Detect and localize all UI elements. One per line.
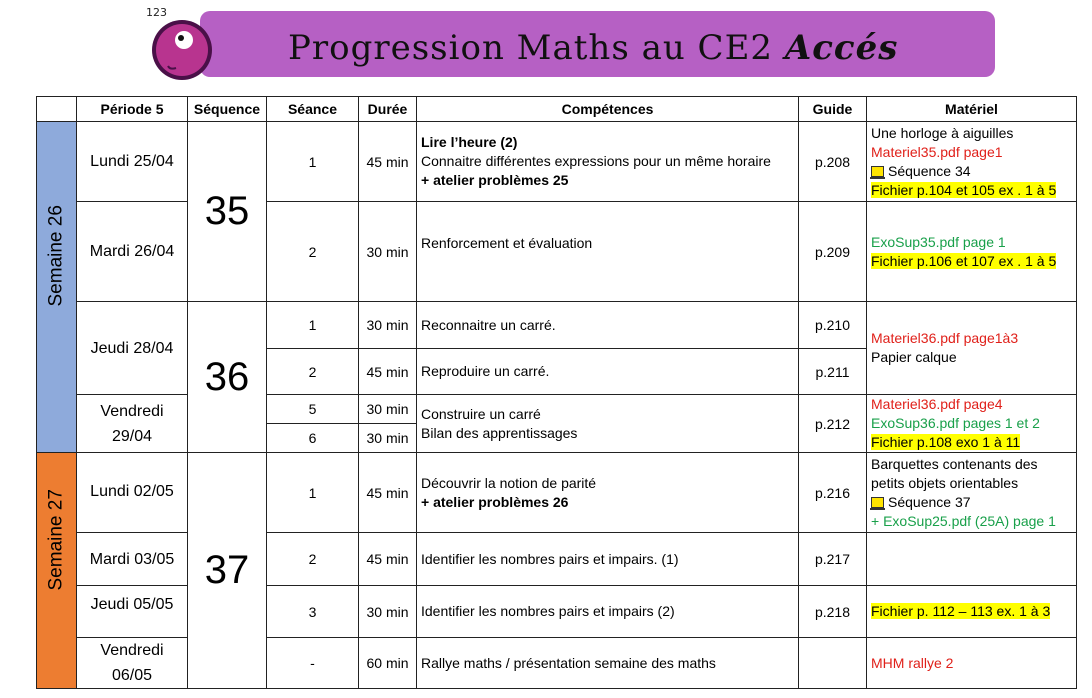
competence-cell: Identifier les nombres pairs et impairs. (1)	[417, 533, 799, 586]
guide-cell: p.216	[799, 453, 867, 533]
seance-cell: 1	[267, 453, 359, 533]
day-cell: Vendredi 29/04	[77, 395, 188, 453]
page-title: Progression Maths au CE2 Accés	[288, 28, 899, 68]
week-27-cell	[37, 453, 77, 689]
materiel-link[interactable]: ExoSup25.pdf (25A) page 1	[883, 512, 1056, 529]
table-row	[37, 453, 1077, 533]
materiel-item: Papier calque	[871, 349, 957, 365]
duree-cell: 30 min	[359, 202, 417, 302]
sequence-35: 35	[188, 122, 267, 302]
guide-cell: p.210	[799, 302, 867, 349]
header-materiel: Matériel	[867, 97, 1077, 122]
materiel-item: Fichier p.104 et 105 ex . 1 à 5	[871, 181, 1057, 198]
materiel-cell	[867, 302, 1077, 395]
guide-cell	[799, 638, 867, 689]
banner-bar	[200, 11, 995, 77]
competence-cell: Reconnaitre un carré.	[417, 302, 799, 349]
seance-cell: -	[267, 638, 359, 689]
materiel-item: Une horloge à aiguilles	[871, 124, 1014, 141]
duree-cell: 30 min	[359, 302, 417, 349]
seance-cell: 1	[267, 122, 359, 202]
competence-cell: Construire un carré Bilan des apprentissages	[417, 395, 799, 453]
competence-cell: Renforcement et évaluation	[417, 202, 799, 302]
materiel-cell	[867, 202, 1077, 302]
duree-cell: 30 min	[359, 586, 417, 638]
day-cell: Vendredi 06/05	[77, 638, 188, 689]
materiel-link[interactable]: Materiel36.pdf page1à3	[871, 330, 1019, 346]
week-27-label: Semaine 27	[45, 488, 67, 590]
table-row	[37, 302, 1077, 349]
seance-cell: 3	[267, 586, 359, 638]
materiel-cell	[867, 395, 1077, 453]
materiel-link[interactable]: Materiel36.pdf page4	[871, 396, 1003, 412]
day-cell: Lundi 02/05	[77, 453, 188, 533]
materiel-item: Barquettes contenants des petits objets orientables	[871, 455, 1038, 491]
materiel-item: Séquence 34	[871, 162, 1072, 181]
duree-cell: 30 min	[359, 395, 417, 424]
materiel-cell	[867, 533, 1077, 586]
materiel-link[interactable]: ExoSup36.pdf pages 1 et 2	[871, 415, 1040, 431]
duree-cell: 45 min	[359, 533, 417, 586]
competence-title: Lire l’heure (2)	[421, 134, 518, 150]
competence-cell	[417, 453, 799, 533]
guide-cell: p.211	[799, 349, 867, 395]
seance-cell: 2	[267, 349, 359, 395]
materiel-item: + ExoSup25.pdf (25A) page 1	[871, 512, 1056, 529]
materiel-cell	[867, 586, 1077, 638]
materiel-cell	[867, 453, 1077, 533]
computer-icon	[871, 166, 884, 177]
sequence-36: 36	[188, 302, 267, 453]
materiel-cell	[867, 122, 1077, 202]
materiel-link[interactable]: ExoSup35.pdf page 1	[871, 233, 1006, 250]
competence-text: Découvrir la notion de parité	[421, 474, 597, 491]
materiel-item: Fichier p.108 exo 1 à 11	[871, 434, 1021, 450]
seance-cell: 2	[267, 202, 359, 302]
duree-cell: 30 min	[359, 424, 417, 453]
competence-extra: + atelier problèmes 25	[421, 172, 569, 188]
header-banner	[140, 0, 1000, 84]
competence-cell	[417, 122, 799, 202]
competence-cell: Rallye maths / présentation semaine des maths	[417, 638, 799, 689]
competence-cell: Identifier les nombres pairs et impairs (2)	[417, 586, 799, 638]
competence-cell: Reproduire un carré.	[417, 349, 799, 395]
mascot-icon	[140, 4, 224, 88]
seance-cell: 5	[267, 395, 359, 424]
seance-cell: 2	[267, 533, 359, 586]
duree-cell: 45 min	[359, 453, 417, 533]
table-row	[37, 122, 1077, 202]
mascot-text: 123	[146, 6, 167, 19]
guide-cell: p.208	[799, 122, 867, 202]
materiel-link[interactable]: MHM rallye 2	[867, 638, 1077, 689]
materiel-item: Fichier p. 112 – 113 ex. 1 à 3	[871, 603, 1051, 619]
guide-cell: p.217	[799, 533, 867, 586]
computer-icon	[871, 497, 884, 508]
week-26-cell	[37, 122, 77, 453]
header-sequence: Séquence	[188, 97, 267, 122]
duree-cell: 45 min	[359, 349, 417, 395]
header-duree: Durée	[359, 97, 417, 122]
header-seance: Séance	[267, 97, 359, 122]
week-26-label: Semaine 26	[45, 205, 67, 307]
header-guide: Guide	[799, 97, 867, 122]
day-cell: Jeudi 28/04	[77, 302, 188, 395]
competence-text: Connaitre différentes expressions pour un même horaire	[421, 153, 771, 169]
header-row	[37, 97, 1077, 122]
competence-extra: + atelier problèmes 26	[421, 493, 569, 510]
seance-cell: 6	[267, 424, 359, 453]
guide-cell: p.212	[799, 395, 867, 453]
header-period: Période 5	[77, 97, 188, 122]
corner-cell	[37, 97, 77, 122]
sequence-37: 37	[188, 453, 267, 689]
materiel-link[interactable]: Materiel35.pdf page1	[871, 143, 1003, 160]
materiel-item: Fichier p.106 et 107 ex . 1 à 5	[871, 252, 1057, 269]
duree-cell: 45 min	[359, 122, 417, 202]
day-cell: Lundi 25/04	[77, 122, 188, 202]
guide-cell: p.209	[799, 202, 867, 302]
materiel-item: Séquence 37	[871, 493, 1072, 512]
day-cell: Jeudi 05/05	[77, 586, 188, 638]
header-competences: Compétences	[417, 97, 799, 122]
day-cell: Mardi 26/04	[77, 202, 188, 302]
progression-table	[36, 96, 1077, 689]
seance-cell: 1	[267, 302, 359, 349]
day-cell: Mardi 03/05	[77, 533, 188, 586]
guide-cell: p.218	[799, 586, 867, 638]
duree-cell: 60 min	[359, 638, 417, 689]
